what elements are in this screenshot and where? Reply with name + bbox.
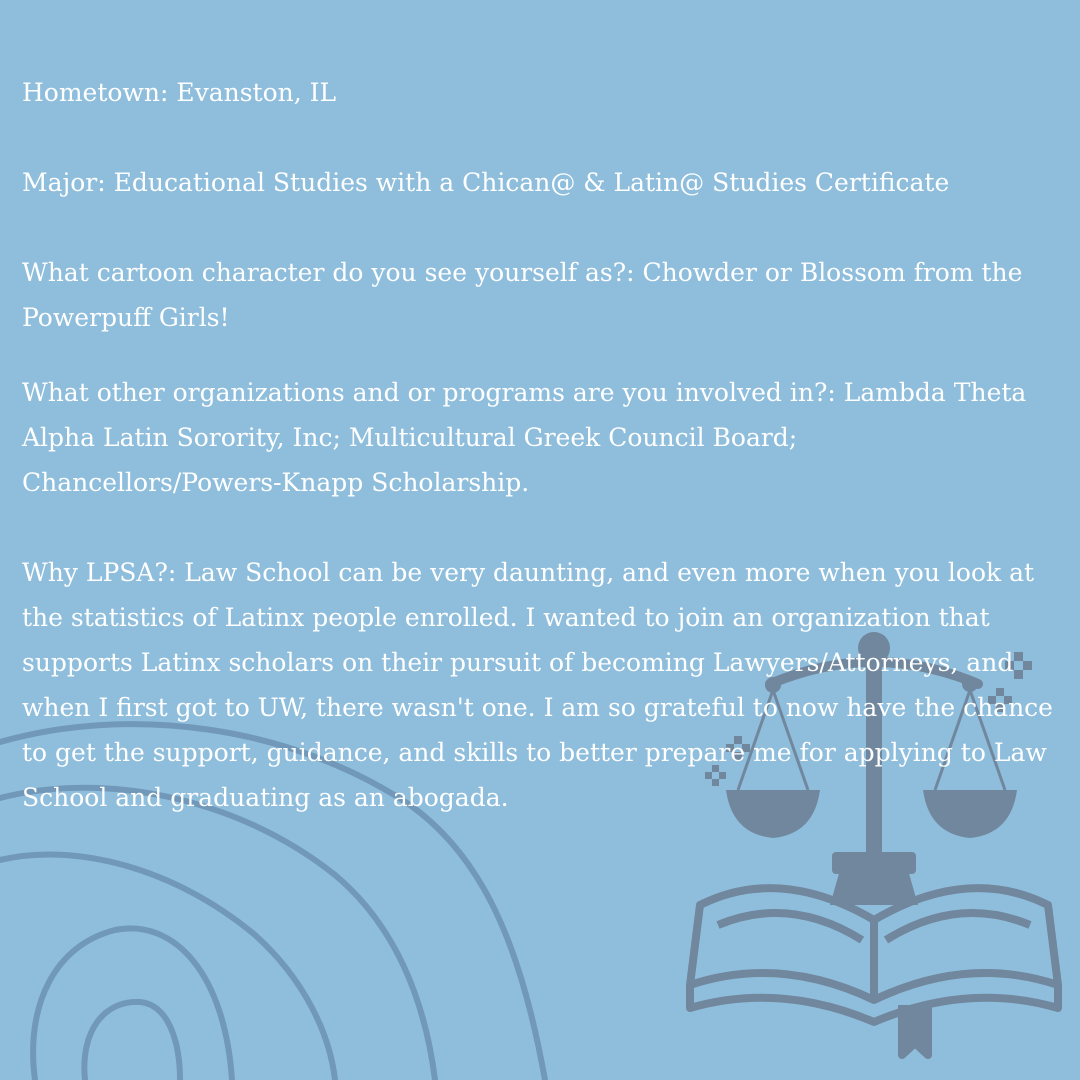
hometown-text: Hometown: Evanston, IL [22,78,337,107]
organizations-text: What other organizations and or programs are you involved in?: Lambda Theta Alpha Latin Sorority, Inc; Multicultural Greek Council Board; Chancellors/Powers-Knapp Scholarship. [22,378,1027,497]
profile-text [22,70,1062,820]
major-text: Major: Educational Studies with a Chican@ & Latin@ Studies Certificate [22,168,950,197]
why-lpsa-text: Why LPSA?: Law School can be very daunting, and even more when you look at the statistics of Latinx people enrolled. I wanted to join an organization that supports Latinx scholars on their pursuit of becoming Lawyers/Attorneys, and when I first got to UW, there wasn't one. I am so grateful to now have the chance to get the support, guidance, and skills to better prepare me for applying to Law School and graduating as an abogada. [22,558,1053,812]
open-book-icon [690,888,1058,1055]
cartoon-character-text: What cartoon character do you see yourself as?: Chowder or Blossom from the Powerpuff Girls! [22,258,1023,332]
